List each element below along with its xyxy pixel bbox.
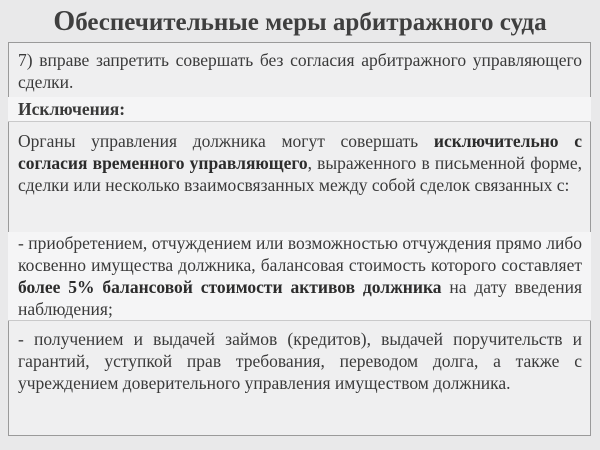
exceptions-intro: [18, 130, 582, 196]
item-7: 7) вправе запретить совершать без согласия арбитражного управляющего сделки.: [18, 50, 582, 92]
bullet1-end: на дату введения наблюдения;: [18, 277, 582, 319]
title-rest: беспечительные меры арбитражного суда: [75, 9, 547, 36]
divider: [8, 121, 591, 122]
exception-bullet-1: [18, 232, 582, 320]
bullet1-bold: более 5% балансовой стоимости активов должника: [18, 277, 442, 297]
divider: [8, 320, 591, 321]
bullet1-start: - приобретением, отчуждением или возможностью отчуждения прямо либо косвенно имущества должника, балансовая стоимость которого составляет: [18, 233, 582, 275]
intro-start: Органы управления должника могут совершать: [18, 131, 434, 151]
page-title: [0, 4, 600, 40]
intro-bold: исключительно с согласия временного управляющего: [18, 131, 582, 173]
exceptions-heading: Исключения:: [18, 99, 126, 119]
exception-bullet-2: - получением и выдачей займов (кредитов), выдачей поручительств и гарантий, уступкой прав требования, переводом долга, а также с учреждением доверительного управления имуществом должника.: [18, 329, 582, 393]
title-first-letter: О: [53, 6, 76, 37]
intro-end: , выраженного в письменной форме, сделки или несколько взаимосвязанных между собой сделок связанных с:: [18, 153, 582, 195]
